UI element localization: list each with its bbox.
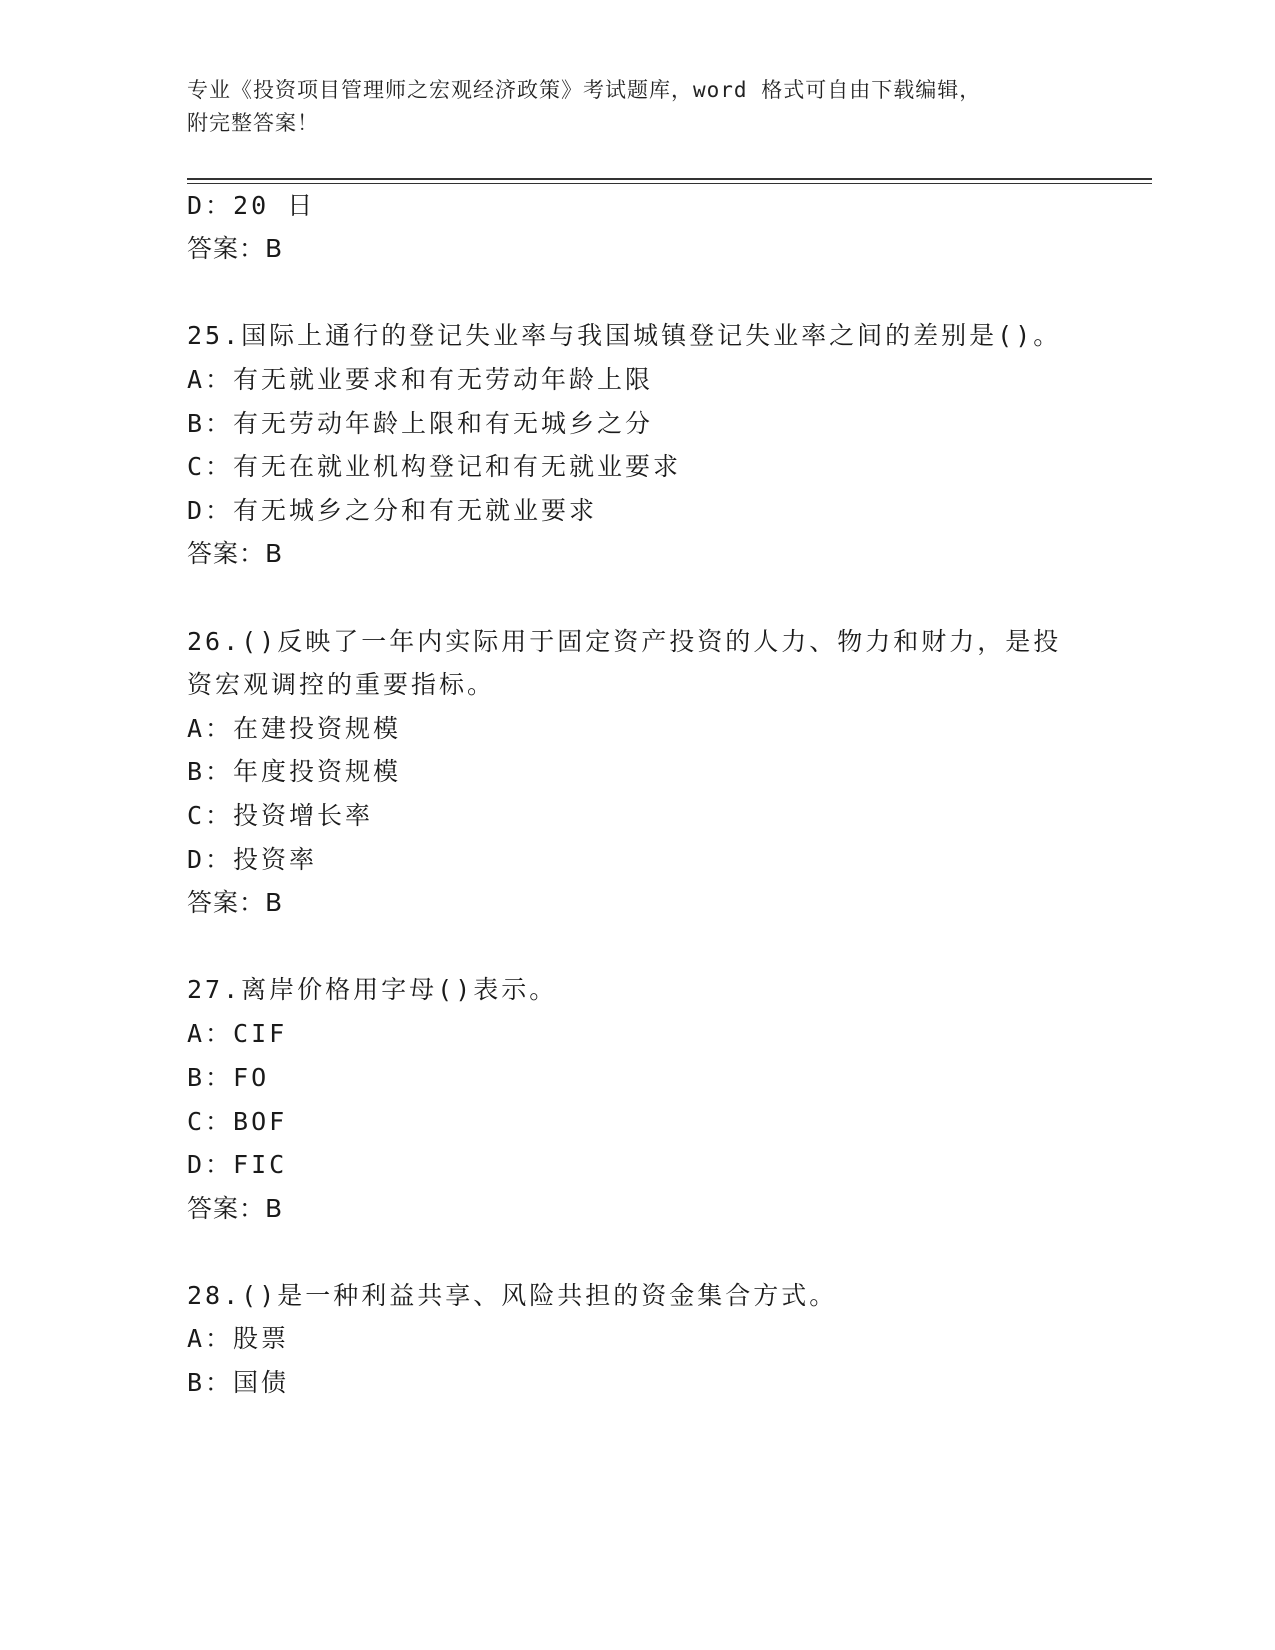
q25-answer: 答案：B	[187, 539, 284, 568]
q26-option-a: A：在建投资规模	[187, 714, 402, 743]
q28-option-a: A：股票	[187, 1324, 290, 1353]
q26-option-d: D：投资率	[187, 845, 318, 874]
q25-option-d: D：有无城乡之分和有无就业要求	[187, 496, 598, 525]
q25-stem: 25.国际上通行的登记失业率与我国城镇登记失业率之间的差别是()。	[187, 321, 1062, 350]
q27-option-d: D：FIC	[187, 1150, 288, 1179]
prev-answer: 答案：B	[187, 234, 284, 263]
q27-option-a: A：CIF	[187, 1019, 288, 1048]
q26-option-c: C：投资增长率	[187, 801, 374, 830]
q25-option-c: C：有无在就业机构登记和有无就业要求	[187, 452, 682, 481]
q25-option-b: B：有无劳动年龄上限和有无城乡之分	[187, 409, 654, 438]
q26-answer: 答案：B	[187, 888, 284, 917]
q28-option-b: B：国债	[187, 1368, 290, 1397]
header-rule-thick	[187, 178, 1152, 180]
q27-option-c: C：BOF	[187, 1107, 288, 1136]
q26-stem-line-1: 26.()反映了一年内实际用于固定资产投资的人力、物力和财力，是投	[187, 627, 1062, 656]
q26-option-b: B：年度投资规模	[187, 757, 402, 786]
document-header	[187, 74, 1087, 140]
header-line-2: 附完整答案！	[187, 111, 319, 135]
header-rule-thin	[187, 183, 1152, 184]
header-line-1: 专业《投资项目管理师之宏观经济政策》考试题库，word 格式可自由下载编辑，	[187, 78, 982, 102]
q25-option-a: A：有无就业要求和有无劳动年龄上限	[187, 365, 654, 394]
prev-option-d: D：20 日	[187, 191, 316, 220]
q27-stem: 27.离岸价格用字母()表示。	[187, 975, 558, 1004]
q28-stem: 28.()是一种利益共享、风险共担的资金集合方式。	[187, 1281, 838, 1310]
q27-answer: 答案：B	[187, 1194, 284, 1223]
q27-option-b: B：FO	[187, 1063, 270, 1092]
q26-stem-line-2: 资宏观调控的重要指标。	[187, 670, 496, 699]
